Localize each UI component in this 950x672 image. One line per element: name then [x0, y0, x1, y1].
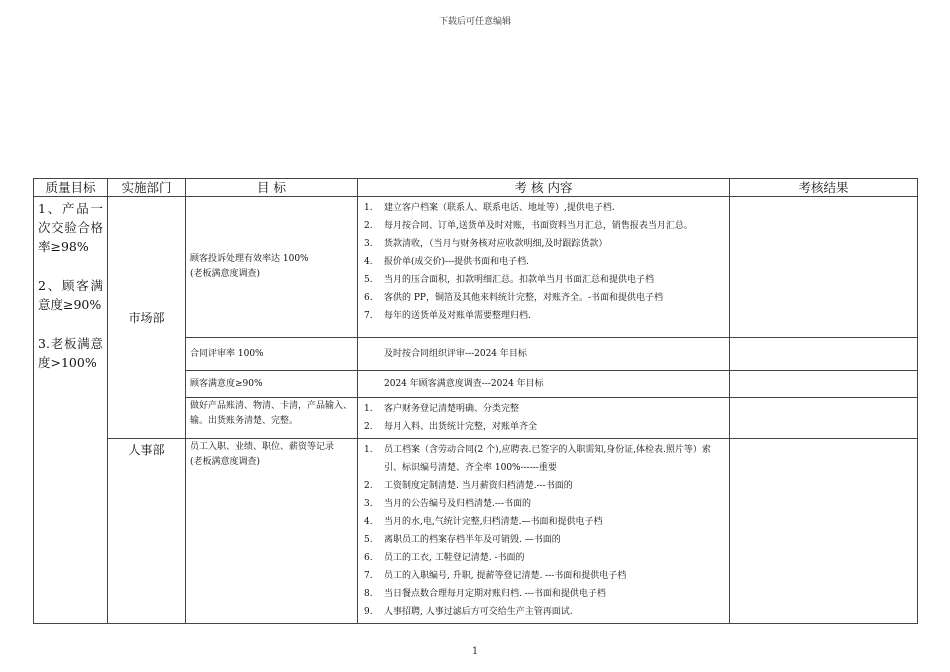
target-cell [186, 197, 358, 338]
goal-1: 1、产品一次交验合格 率≥98% [38, 201, 103, 254]
list-item: 1. 员工档案（含劳动合同(2 个),应聘表.已签字的入职需知,身份证,体检表.照片等）索引、标识编号清楚、齐全率 100%------重要 [364, 445, 711, 473]
result-cell [730, 338, 918, 371]
header-dept: 实施部门 [108, 179, 186, 197]
list-item: 1. 客户财务登记清楚明确、分类完整 [364, 404, 520, 414]
header-result: 考核结果 [730, 179, 918, 197]
content-cell: 及时按合同组织评审---2024 年目标 [358, 338, 730, 371]
list-item: 9. 人事招聘, 人事过滤后方可交给生产主管再面试. [364, 607, 573, 617]
quality-goals-cell [34, 197, 108, 624]
page-number: 1 [471, 646, 479, 657]
goal-2: 2、顾客满意度≥90% [38, 278, 103, 312]
target-cell: 合同评审率 100% [186, 338, 358, 371]
header-note: 下载后可任意编辑 [438, 17, 511, 27]
quality-target-table [33, 178, 918, 624]
table-row [34, 439, 918, 624]
list-item: 7. 员工的入职编号, 升职, 提薪等登记清楚. ---书面和提供电子档 [364, 571, 627, 581]
list-item: 2. 工资制度定制清楚. 当月薪资归档清楚.---书面的 [364, 481, 573, 491]
list-item: 7. 每年的送货单及对账单需要整理归档. [364, 311, 531, 321]
header-target: 目 标 [186, 179, 358, 197]
result-cell [730, 398, 918, 439]
target-cell: 员工入职、业绩、职位、薪资等记录 (老板满意度调查) [186, 439, 358, 624]
list-item: 1. 建立客户档案（联系人、联系电话、地址等）,提供电子档. [364, 203, 615, 213]
list-item: 6. 员工的工衣, 工鞋登记清楚. -书面的 [364, 553, 525, 563]
target-line: (老板满意度调查) [190, 269, 261, 279]
content-cell [358, 398, 730, 439]
list-item: 2. 每月入料、出货统计完整，对账单齐全 [364, 422, 538, 432]
list-item: 2. 每月按合同、订单,送货单及时对账，书面资料当月汇总，销售报表当月汇总。 [364, 221, 693, 231]
table-row [34, 197, 918, 338]
result-cell [730, 197, 918, 338]
list-item: 4. 报价单(成交价)---提供书面和电子档. [364, 257, 530, 267]
list-item: 6. 客供的 PP，铜箔及其他来料统计完整，对账齐全。-书面和提供电子档 [364, 293, 664, 303]
list-item: 4. 当月的水,电,气统计完整,归档清楚.—书面和提供电子档 [364, 517, 603, 527]
content-cell [358, 197, 730, 338]
header-goal: 质量目标 [34, 179, 108, 197]
list-item: 5. 离职员工的档案存档半年及可销毁. —书面的 [364, 535, 561, 545]
list-item: 8. 当日餐点数合理每月定期对账归档. ---书面和提供电子档 [364, 589, 606, 599]
result-cell [730, 439, 918, 624]
target-line: 顾客投诉处理有效率达 100% [190, 254, 309, 264]
target-cell: 做好产品账清、物清、卡清，产品输入、输。出货账务清楚、完整。 [186, 398, 358, 439]
goal-3: 3.老板满意 度>100% [38, 336, 103, 370]
content-cell: 2024 年顾客满意度调查---2024 年目标 [358, 371, 730, 398]
content-cell [358, 439, 730, 624]
table-header-row [34, 179, 918, 197]
list-item: 3. 当月的公告编号及归档清楚.---书面的 [364, 499, 531, 509]
result-cell [730, 371, 918, 398]
list-item: 3. 货款清收，（当月与财务核对应收款明细,及时跟踪货款） [364, 239, 608, 249]
header-content: 考 核 内容 [358, 179, 730, 197]
list-item: 5. 当月的压合面积，扣款明细汇总。扣款单当月书面汇总和提供电子档 [364, 275, 655, 285]
dept-hr: 人事部 [108, 439, 186, 624]
dept-market: 市场部 [108, 197, 186, 439]
target-cell: 顾客满意度≥90% [186, 371, 358, 398]
